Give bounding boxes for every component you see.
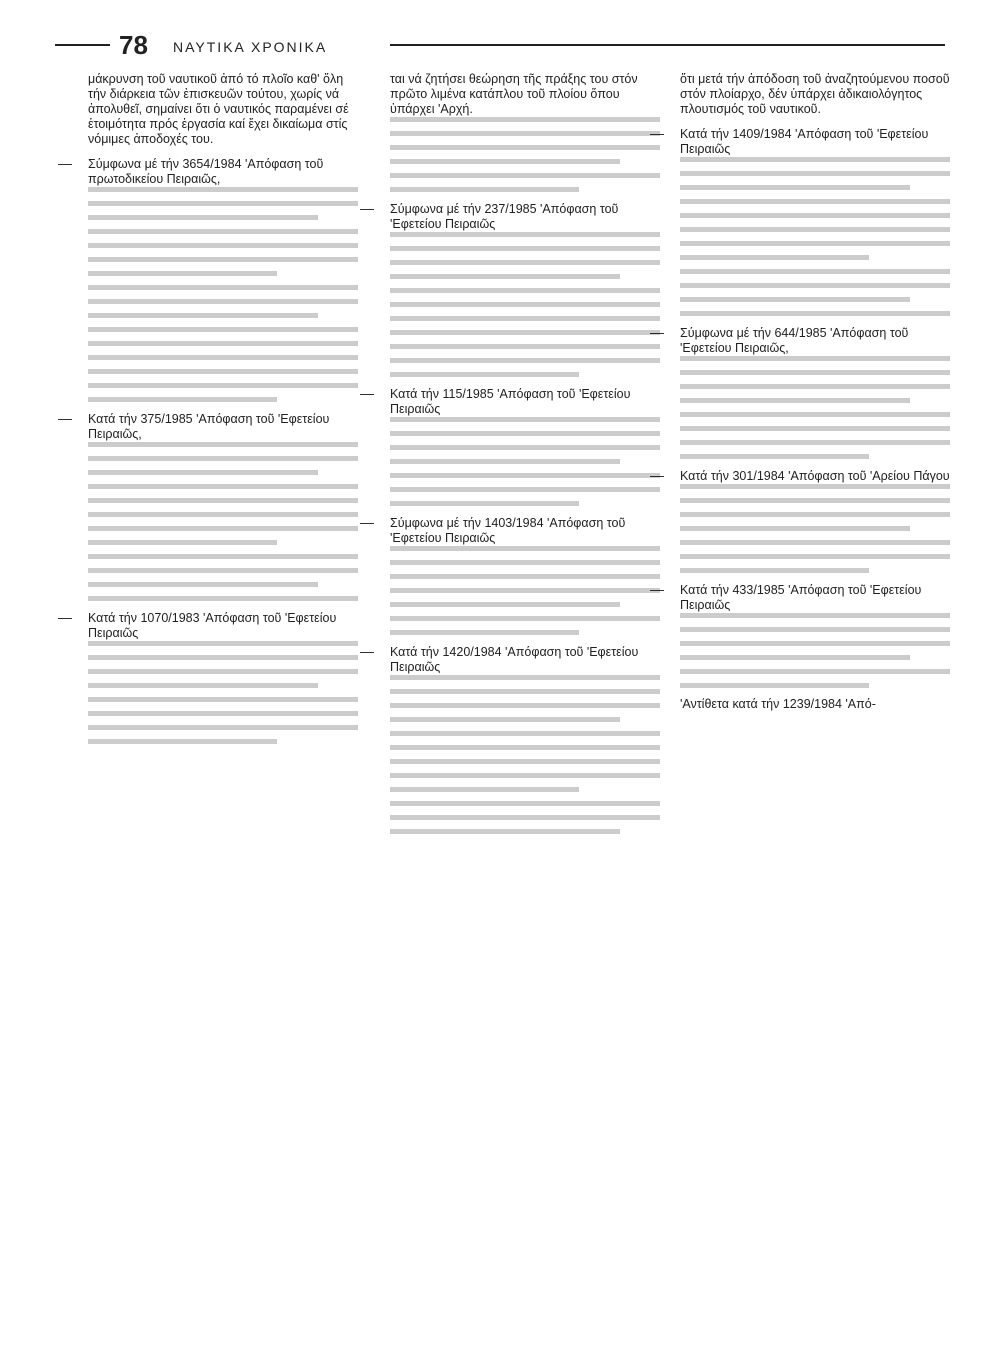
- list-dash: —: [58, 155, 72, 171]
- page-header: [55, 30, 945, 64]
- paragraph-intro: Σύμφωνα μέ τήν 644/1985 'Απόφαση τοῦ 'Εφετείου Πειραιῶς,: [680, 326, 909, 355]
- text-lines: [680, 484, 950, 573]
- paragraph-intro: Κατά τήν 1070/1983 'Απόφαση τοῦ 'Εφετείου Πειραιῶς: [88, 611, 337, 640]
- paragraph: [58, 410, 358, 601]
- text-lines: [390, 546, 660, 635]
- text-lines: [390, 675, 660, 834]
- text-lines: [88, 442, 358, 601]
- paragraph: [390, 72, 660, 192]
- paragraph: [360, 643, 660, 834]
- paragraph-intro: Σύμφωνα μέ τήν 237/1985 'Απόφαση τοῦ 'Εφετείου Πειραιῶς: [390, 202, 619, 231]
- text-lines: [390, 232, 660, 377]
- paragraph: [88, 72, 358, 147]
- text-lines: [390, 417, 660, 506]
- paragraph: [58, 155, 358, 402]
- list-dash: —: [360, 514, 374, 530]
- text-lines: [88, 641, 358, 744]
- paragraph: [650, 324, 950, 459]
- page-number: 78: [119, 30, 148, 60]
- list-dash: —: [360, 385, 374, 401]
- header-rule-left: [55, 44, 110, 46]
- paragraph-text: μάκρυνση τοῦ ναυτικοῦ ἀπό τό πλοῖο καθ' ὅλη τήν διάρκεια τῶν ἐπισκευῶν τούτου, χωρίς νά ἀπολυθεῖ, σημαίνει ὅτι ὁ ναυτικός παραμένει σέ ἑτοιμότητα πρός ἐργασία καί ἔχει δικαίωμα στίς νόμιμες ἀποδοχές του.: [88, 72, 349, 146]
- column-1: [58, 72, 358, 754]
- paragraph-intro: Κατά τήν 115/1985 'Απόφαση τοῦ 'Εφετείου Πειραιῶς: [390, 387, 631, 416]
- text-lines: [680, 613, 950, 688]
- text-lines: [680, 157, 950, 316]
- text-lines: [390, 117, 660, 192]
- list-dash: —: [360, 643, 374, 659]
- paragraph: [360, 200, 660, 377]
- magazine-title: ΝΑΥΤΙΚΑ ΧΡΟΝΙΚΑ: [173, 39, 328, 55]
- paragraph: [650, 125, 950, 316]
- list-dash: —: [650, 581, 664, 597]
- list-dash: —: [58, 609, 72, 625]
- paragraph: [58, 609, 358, 744]
- list-dash: —: [58, 410, 72, 426]
- column-2: [360, 72, 660, 844]
- paragraph: [360, 385, 660, 506]
- list-dash: —: [650, 125, 664, 141]
- paragraph-intro: Κατά τήν 375/1985 'Απόφαση τοῦ 'Εφετείου Πειραιῶς,: [88, 412, 330, 441]
- paragraph: [360, 514, 660, 635]
- paragraph: [650, 581, 950, 712]
- paragraph-intro: Κατά τήν 1409/1984 'Απόφαση τοῦ 'Εφετείου Πειραιῶς: [680, 127, 929, 156]
- last-line: 'Αντίθετα κατά τήν 1239/1984 'Από-: [680, 697, 876, 711]
- header-rule-right: [390, 44, 945, 46]
- paragraph-intro: Σύμφωνα μέ τήν 1403/1984 'Απόφαση τοῦ 'Εφετείου Πειραιῶς: [390, 516, 626, 545]
- list-dash: —: [650, 324, 664, 340]
- paragraph: [650, 467, 950, 573]
- paragraph-intro: ὅτι μετά τήν ἀπόδοση τοῦ ἀναζητούμενου ποσοῦ στόν πλοίαρχο, δέν ὑπάρχει ἀδικαιολόγητος πλουτισμός τοῦ ναυτικοῦ.: [680, 72, 950, 116]
- list-dash: —: [360, 200, 374, 216]
- paragraph: [680, 72, 950, 117]
- paragraph-intro: Κατά τήν 1420/1984 'Απόφαση τοῦ 'Εφετείου Πειραιῶς: [390, 645, 639, 674]
- list-dash: —: [650, 467, 664, 483]
- paragraph-intro: Κατά τήν 301/1984 'Απόφαση τοῦ 'Αρείου Πάγου: [680, 469, 950, 483]
- paragraph-intro: Σύμφωνα μέ τήν 3654/1984 'Απόφαση τοῦ πρωτοδικείου Πειραιῶς,: [88, 157, 324, 186]
- paragraph-intro: Κατά τήν 433/1985 'Απόφαση τοῦ 'Εφετείου Πειραιῶς: [680, 583, 922, 612]
- paragraph-intro: ται νά ζητήσει θεώρηση τῆς πράξης του στόν πρῶτο λιμένα κατάπλου τοῦ πλοίου ὅπου ὑπάρχει 'Αρχή.: [390, 72, 638, 116]
- text-lines: [88, 187, 358, 402]
- text-lines: [680, 356, 950, 459]
- column-3: [650, 72, 950, 722]
